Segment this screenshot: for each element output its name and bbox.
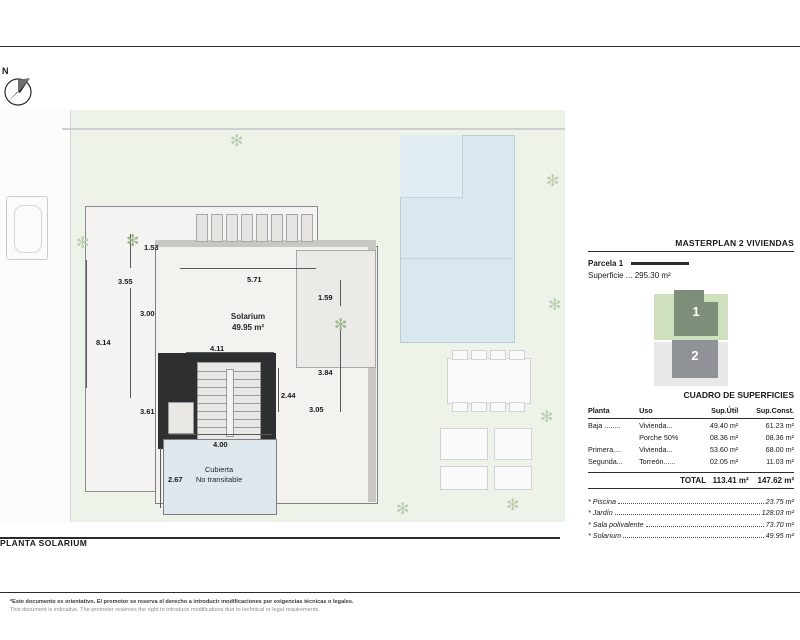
boundary-line-top — [62, 128, 565, 130]
tree-icon: ✻ — [126, 233, 140, 250]
cell-planta — [588, 431, 639, 443]
table-row — [588, 431, 794, 443]
total-label: TOTAL — [680, 475, 706, 485]
superficie-label: Superficie ... — [588, 271, 633, 281]
pergola-slat — [271, 214, 283, 242]
cell-util: 08.36 m² — [709, 432, 739, 442]
surfaces-panel — [588, 390, 794, 543]
stair-handrail — [226, 369, 234, 437]
cell-util: 53.60 m² — [709, 444, 739, 454]
masterplan-title: MASTERPLAN 2 VIVIENDAS — [675, 238, 794, 248]
list-item — [588, 520, 794, 529]
chair — [490, 350, 506, 360]
dimension-label: 4.00 — [213, 440, 228, 449]
parcela-swatch — [631, 262, 689, 264]
total-util: 113.41 m² — [712, 475, 749, 485]
chair — [509, 402, 525, 412]
list-item — [588, 497, 794, 506]
shrub-icon: ✻ — [76, 235, 90, 252]
dimension-line — [130, 288, 131, 398]
extra-name: * Jardín — [588, 508, 613, 518]
list-item — [588, 531, 794, 540]
col-uso: Uso — [639, 404, 697, 419]
masterplan-title-rule — [588, 251, 794, 252]
extra-value: 23.75 m² — [765, 496, 794, 506]
dimension-label: 3.61 — [140, 407, 155, 416]
coffee-table — [440, 466, 488, 490]
dimension-label: 3.55 — [118, 277, 133, 286]
table-header-row — [588, 404, 794, 419]
extra-name: * Solarium — [588, 531, 622, 541]
parcela-row — [588, 259, 794, 268]
section-caption: PLANTA SOLARIUM — [0, 538, 88, 548]
dimension-line — [340, 324, 341, 412]
leader-dots — [618, 502, 764, 504]
col-planta: Planta — [588, 404, 639, 419]
disclaimer-en: This document is indicative. The promoter reserves the right to introduce modifications due to technical or legal requirements. — [10, 607, 320, 613]
extra-value: 73.70 m² — [765, 519, 794, 529]
dimension-label: 5.71 — [247, 275, 262, 284]
table-row — [588, 443, 794, 455]
pergola-slat — [211, 214, 223, 242]
masterplan-key-map — [588, 288, 794, 390]
cell-util: 02.05 m² — [709, 457, 739, 467]
pool-edge-line — [400, 258, 513, 259]
cell-uso: Torreón...... — [639, 457, 676, 467]
dimension-line — [186, 352, 274, 353]
bathroom — [168, 402, 194, 434]
top-divider — [0, 46, 800, 47]
cubierta-note: No transitable — [195, 475, 243, 484]
cubierta-name: Cubierta — [204, 465, 234, 474]
chair — [490, 402, 506, 412]
table-row — [588, 456, 794, 468]
cell-const: 61.23 m² — [765, 420, 794, 430]
north-label: N — [2, 66, 9, 76]
leader-dots — [615, 513, 760, 515]
dimension-label: 3.00 — [140, 309, 155, 318]
pergola-slat — [256, 214, 268, 242]
cell-const: 08.36 m² — [765, 432, 794, 442]
cell-planta: Segunda... — [588, 457, 623, 467]
col-sup-const: Sup.Const. — [738, 404, 794, 419]
extra-value: 49.95 m² — [765, 531, 794, 541]
extra-value: 128.03 m² — [761, 508, 794, 518]
solarium-label — [203, 311, 293, 333]
disclaimer-es: *Este documento es orientativo. El promotor se reserva el derecho a introducir modificaciones por exigencias técnicas o legales. — [10, 599, 354, 605]
neighbour-plot — [0, 110, 71, 522]
site-plan-drawing — [0, 110, 585, 530]
shrub-icon: ✻ — [540, 409, 554, 426]
dimension-line — [278, 368, 279, 412]
lounge-armchair — [494, 428, 532, 460]
pergola-slat — [196, 214, 208, 242]
cell-planta: Baja ........ — [588, 420, 621, 430]
dimension-line — [160, 448, 161, 508]
north-compass — [2, 66, 42, 112]
dimension-label: 1.59 — [318, 293, 333, 302]
side-table — [494, 466, 532, 490]
total-row — [588, 472, 794, 489]
surfaces-table — [588, 404, 794, 468]
parcela-label: Parcela 1 — [588, 259, 624, 269]
superficie-row — [588, 271, 794, 280]
pergola-slat — [301, 214, 313, 242]
plot-2-number: 2 — [691, 348, 699, 364]
tree-icon: ✻ — [230, 133, 244, 150]
table-row — [588, 419, 794, 432]
chair — [471, 402, 487, 412]
dimension-label: 1.53 — [144, 243, 159, 252]
dimension-line — [340, 280, 341, 306]
staircase — [197, 362, 261, 442]
pool-shallow-area — [400, 135, 463, 198]
cell-const: 68.00 m² — [765, 444, 794, 454]
dimension-label: 2.67 — [168, 475, 183, 484]
dimension-line — [86, 260, 87, 388]
parking-space — [6, 196, 48, 260]
pergola-slat — [286, 214, 298, 242]
dimension-label: 3.05 — [309, 405, 324, 414]
lounge-sofa — [440, 428, 488, 460]
dimension-label: 2.44 — [281, 391, 296, 400]
col-sup-util: Sup.Útil — [697, 404, 739, 419]
dimension-line — [170, 434, 272, 435]
cell-uso: Vivienda... — [639, 420, 673, 430]
chair — [452, 350, 468, 360]
surfaces-title: CUADRO DE SUPERFICIES — [683, 390, 794, 400]
cell-uso: Porche 50% — [639, 432, 679, 442]
extra-name: * Piscina — [588, 496, 616, 506]
dimension-label: 3.84 — [318, 368, 333, 377]
shrub-icon: ✻ — [506, 497, 520, 514]
leader-dots — [623, 536, 763, 538]
plot-1-number: 1 — [692, 304, 700, 320]
chair — [509, 350, 525, 360]
pergola — [196, 214, 314, 240]
total-const: 147.62 m² — [757, 475, 794, 485]
cell-util: 49.40 m² — [709, 420, 739, 430]
pergola-slat — [241, 214, 253, 242]
tree-icon: ✻ — [334, 317, 348, 334]
shrub-icon: ✻ — [548, 297, 562, 314]
extra-name: * Sala polivalente — [588, 519, 644, 529]
dimension-label: 8.14 — [96, 338, 111, 347]
leader-dots — [646, 525, 764, 527]
dining-table — [447, 358, 531, 404]
cell-uso: Vivienda... — [639, 444, 673, 454]
superficie-value: 295.30 m² — [634, 271, 671, 281]
solarium-name: Solarium — [230, 312, 266, 321]
list-item — [588, 508, 794, 517]
extras-list — [588, 497, 794, 541]
chair — [471, 350, 487, 360]
shrub-icon: ✻ — [546, 173, 560, 190]
masterplan-panel — [588, 238, 794, 390]
disclaimer — [10, 598, 610, 614]
solarium-area: 49.95 m² — [231, 323, 265, 332]
bottom-divider — [0, 592, 800, 593]
shrub-icon: ✻ — [396, 501, 410, 518]
dimension-label: 4.11 — [210, 344, 225, 353]
cell-planta: Primera.... — [588, 444, 622, 454]
cell-const: 11.03 m² — [766, 457, 794, 467]
chair — [452, 402, 468, 412]
dimension-line — [180, 268, 316, 269]
pergola-slat — [226, 214, 238, 242]
